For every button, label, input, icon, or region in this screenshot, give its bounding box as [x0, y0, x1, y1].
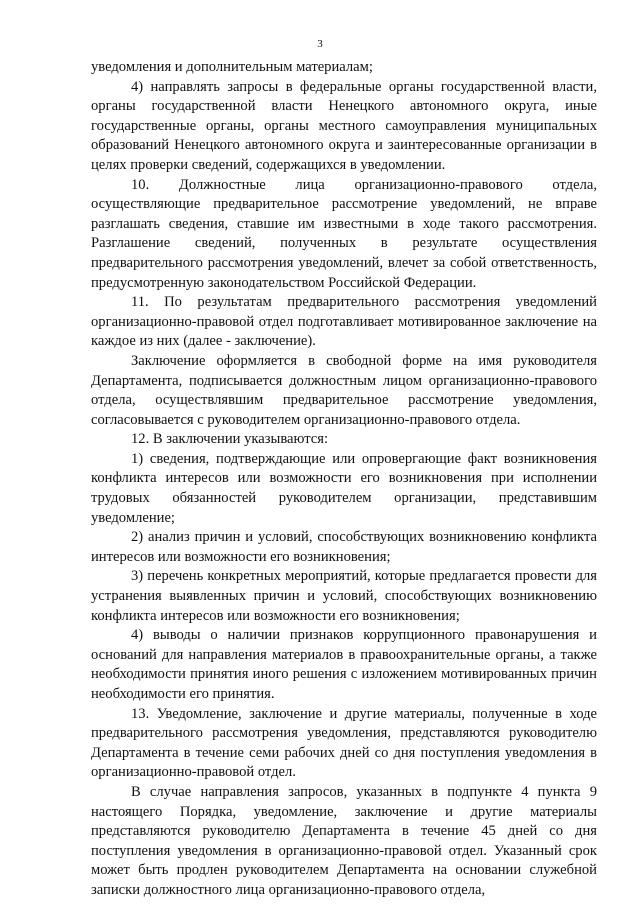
paragraph-requests-case: В случае направления запросов, указанных в подпункте 4 пункта 9 настоящего Порядка, уведомление, заключение и другие материалы представляются руководителю Департамента в течение 45 дней со дня поступления уведомления в организационно-правовой отдел. Указанный срок может быть продлен руководителем Департамента на основании служебной записки должностного лица организационно-правового отдела, — [91, 783, 597, 898]
document-body — [91, 58, 597, 901]
paragraph-conclusion-form: Заключение оформляется в свободной форме на имя руководителя Департамента, подписывается должностным лицом организационно-правового отдела, осуществлявшим предварительное рассмотрение уведомления, согласовывается с руководителем организационно-правового отдела. — [91, 352, 597, 428]
paragraph-clause-11: 11. По результатам предварительного рассмотрения уведомлений организационно-правовой отдел подготавливает мотивированное заключение на каждое из них (далее - заключение). — [91, 294, 597, 350]
paragraph-clause-12: 12. В заключении указываются: — [131, 431, 329, 448]
paragraph-clause-13: 13. Уведомление, заключение и другие материалы, полученные в ходе предварительного рассмотрения уведомления, представляются руководителю Департамента в течение семи рабочих дней со дня поступления уведомления в организационно-правовой отдел. — [91, 705, 597, 781]
paragraph-item-12-1: 1) сведения, подтверждающие или опровергающие факт возникновения конфликта интересов или возможности его возникновения при исполнении трудовых обязанностей руководителем организации, представившим уведомление; — [91, 450, 597, 526]
paragraph-clause-10: 10. Должностные лица организационно-правового отдела, осуществляющие предварительное рассмотрение уведомлений, не вправе разглашать сведения, ставшие им известными в ходе такого рассмотрения. Разглашение сведений, полученных в результате осуществления предварительного рассмотрения уведомлений, влечет за собой ответственность, предусмотренную законодательством Российской Федерации. — [91, 176, 597, 291]
page-number: 3 — [317, 38, 323, 50]
paragraph-item-9-4: 4) направлять запросы в федеральные органы государственной власти, органы государственной власти Ненецкого автономного округа, иные государственные органы, органы местного самоуправления муниципальных образований Ненецкого автономного округа и заинтересованные организации в целях проверки сведений, содержащихся в уведомлении. — [91, 78, 597, 173]
paragraph-continuation: уведомления и дополнительным материалам; — [91, 59, 373, 75]
paragraph-item-12-2: 2) анализ причин и условий, способствующих возникновению конфликта интересов или возможности его возникновения; — [91, 529, 597, 565]
paragraph-item-12-4: 4) выводы о наличии признаков коррупционного правонарушения и оснований для направления материалов в правоохранительные органы, а также необходимости принятия иного решения с изложением мотивированных причин необходимости его принятия. — [91, 627, 597, 702]
paragraph-item-12-3: 3) перечень конкретных мероприятий, которые предлагается провести для устранения выявленных причин и условий, способствующих возникновению конфликта интересов или возможности его возникновения; — [91, 568, 597, 624]
